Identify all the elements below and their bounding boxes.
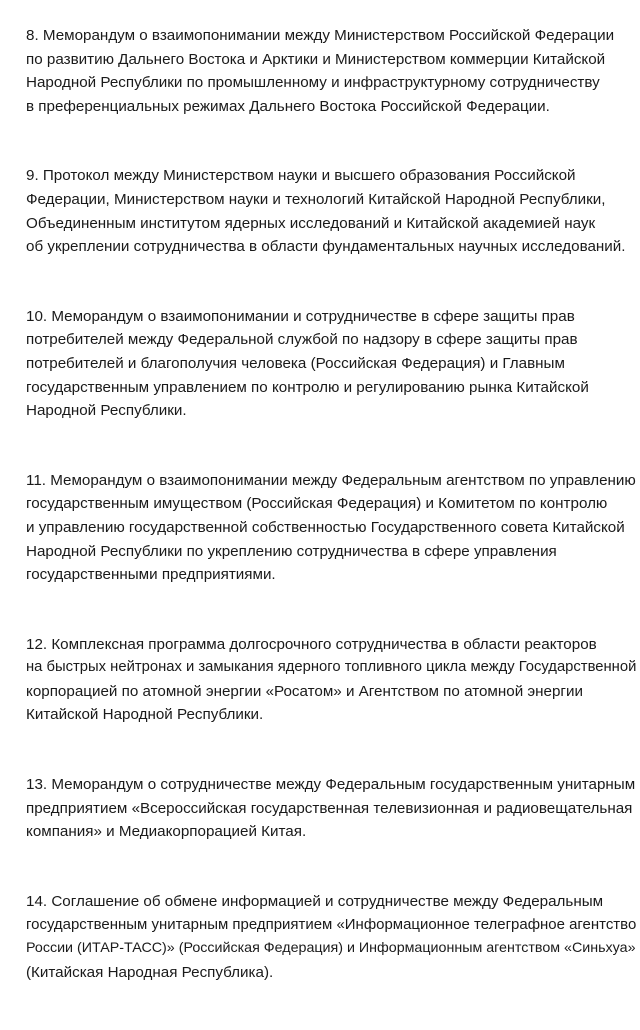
text-line: государственными предприятиями. (26, 566, 276, 584)
list-item-14 (26, 890, 636, 984)
text-line: 13. Меморандум о сотрудничестве между Федеральным государственным унитарным (26, 776, 636, 794)
text-line: (Китайская Народная Республика). (26, 963, 274, 981)
list-item-12 (26, 633, 636, 727)
list-item-11 (26, 469, 636, 587)
list-item-10 (26, 305, 636, 423)
text-line: корпорацией по атомной энергии «Росатом» и Агентством по атомной энергии (26, 682, 583, 700)
text-line: об укреплении сотрудничества в области фундаментальных научных исследований. (26, 238, 626, 256)
list-item-9 (26, 164, 636, 258)
text-line: Народной Республики по укреплению сотрудничества в сфере управления (26, 542, 557, 560)
text-line: по развитию Дальнего Востока и Арктики и Министерством коммерции Китайской (26, 50, 606, 68)
document-body (26, 24, 636, 1030)
text-line: потребителей и благополучия человека (Российская Федерация) и Главным (26, 354, 565, 372)
text-line: 14. Соглашение об обмене информацией и сотрудничестве между Федеральным (26, 892, 604, 910)
text-line: Федерации, Министерством науки и технологий Китайской Народной Республики, (26, 190, 606, 208)
text-line: компания» и Медиакорпорацией Китая. (26, 823, 307, 841)
text-line: государственным управлением по контролю и регулированию рынка Китайской (26, 378, 589, 396)
text-line: в преференциальных режимах Дальнего Востока Российской Федерации. (26, 97, 550, 115)
text-line: 11. Меморандум о взаимопонимании между Федеральным агентством по управлению (26, 471, 636, 489)
list-item-13 (26, 773, 636, 844)
text-line: России (ИТАР-ТАСС)» (Российская Федерация) и Информационным агентством «Синьхуа» (26, 940, 636, 957)
text-line: на быстрых нейтронах и замыкания ядерного топливного цикла между Государственной (26, 659, 637, 676)
text-line: 8. Меморандум о взаимопонимании между Министерством Российской Федерации (26, 27, 615, 44)
text-line: 9. Протокол между Министерством науки и высшего образования Российской (26, 167, 576, 185)
text-line: государственным имуществом (Российская Федерация) и Комитетом по контролю (26, 495, 608, 513)
text-line: Народной Республики по промышленному и инфраструктурному сотрудничеству (26, 74, 600, 92)
text-line: 10. Меморандум о взаимопонимании и сотрудничестве в сфере защиты прав (26, 307, 575, 325)
text-line: Объединенным институтом ядерных исследований и Китайской академией наук (26, 214, 596, 232)
text-line: 12. Комплексная программа долгосрочного сотрудничества в области реакторов (26, 635, 597, 653)
text-line: потребителей между Федеральной службой по надзору в сфере защиты прав (26, 331, 578, 349)
text-line: Народной Республики. (26, 402, 187, 420)
list-item-8 (26, 24, 636, 118)
text-line: предприятием «Всероссийская государственная телевизионная и радиовещательная (26, 799, 633, 817)
text-line: государственным унитарным предприятием «Информационное телеграфное агентство (26, 916, 637, 934)
text-line: и управлению государственной собственностью Государственного совета Китайской (26, 518, 625, 536)
text-line: Китайской Народной Республики. (26, 706, 264, 724)
